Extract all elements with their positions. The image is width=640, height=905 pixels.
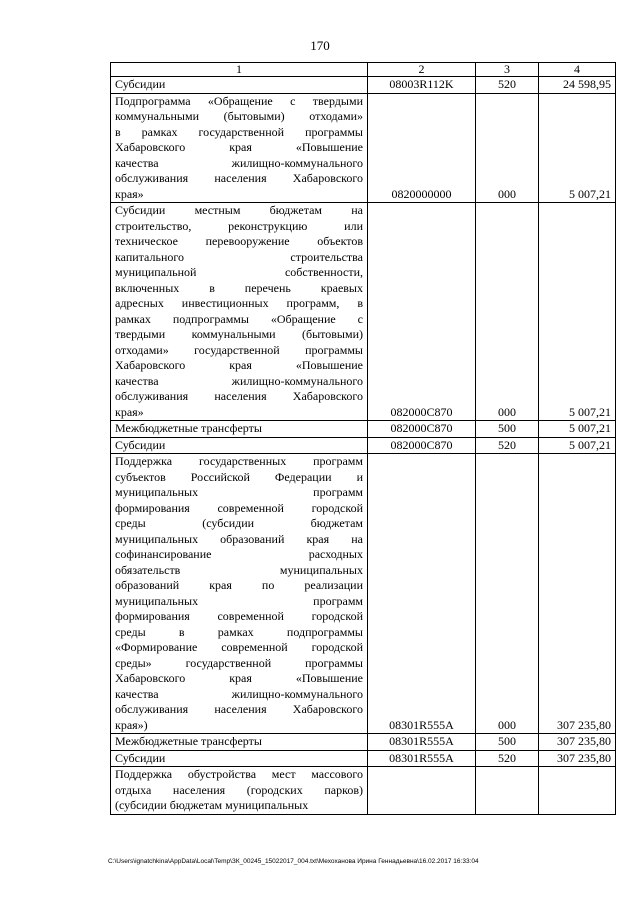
row-name [111, 93, 368, 203]
row-sum: 307 235,80 [539, 750, 616, 767]
header-col-1: 1 [111, 63, 368, 77]
row-name-line: муниципальных программ [115, 593, 363, 608]
table-row [111, 93, 616, 203]
row-name-line: Межбюджетные трансферты [115, 421, 262, 435]
row-name-line: обслуживания населения Хабаровского [115, 389, 363, 403]
row-type: 000 [476, 454, 539, 734]
row-name-line: коммунальными (бытовыми) отходами» [115, 109, 363, 123]
page-number: 170 [310, 38, 330, 53]
table-row [111, 421, 616, 438]
header-col-2: 2 [368, 63, 476, 77]
row-name-line: включенных в перечень краевых [115, 280, 363, 295]
row-name-line: Межбюджетные трансферты [115, 734, 262, 748]
row-name-line: Субсидии [115, 77, 166, 91]
table-row [111, 734, 616, 751]
row-type: 500 [476, 734, 539, 751]
row-name-line: Поддержка обустройства мест массового [115, 767, 363, 781]
row-name-line: обслуживания населения Хабаровского [115, 702, 363, 716]
row-sum: 307 235,80 [539, 454, 616, 734]
row-name-line: среды» государственной программы [115, 655, 363, 670]
row-code: 0820000000 [368, 93, 476, 203]
row-type: 000 [476, 93, 539, 203]
row-name-line: Субсидии [115, 750, 166, 765]
row-name-line: края» [115, 404, 144, 419]
row-name-line: отходами» государственной программы [115, 342, 363, 357]
row-name-line: среды в рамках подпрограммы [115, 624, 363, 639]
row-code: 082000С870 [368, 203, 476, 421]
table-row [111, 77, 616, 94]
row-code: 082000С870 [368, 437, 476, 454]
row-name [111, 454, 368, 734]
row-name-line: «Формирование современной городской [115, 640, 363, 654]
row-name-line: формирования современной городской [115, 609, 363, 623]
row-name-line: субъектов Российской Федерации и [115, 469, 363, 484]
row-name-line: качества жилищно-коммунального [115, 373, 363, 388]
row-sum: 5 007,21 [539, 421, 616, 438]
row-code: 08301R555A [368, 750, 476, 767]
row-sum: 5 007,21 [539, 93, 616, 203]
row-name [111, 203, 368, 421]
row-name [111, 421, 368, 438]
table-row [111, 454, 616, 734]
table-row [111, 203, 616, 421]
row-name-line: Хабаровского края «Повышение [115, 358, 363, 372]
row-code: 08301R555A [368, 454, 476, 734]
row-sum: 5 007,21 [539, 437, 616, 454]
row-name-line: качества жилищно-коммунального [115, 155, 363, 170]
header-col-4: 4 [539, 63, 616, 77]
row-name-line: капитального строительства [115, 249, 363, 264]
row-name [111, 750, 368, 767]
row-type: 520 [476, 750, 539, 767]
row-name-line: Подпрограмма «Обращение с твердыми [115, 93, 363, 108]
table-header-row [111, 63, 616, 77]
row-name-line: Хабаровского края «Повышение [115, 140, 363, 154]
row-name-line: образований края по реализации [115, 578, 363, 592]
row-name-line: края» [115, 186, 144, 201]
row-name [111, 437, 368, 454]
row-type: 520 [476, 437, 539, 454]
budget-table [110, 62, 616, 815]
row-name-line: рамках подпрограммы «Обращение с [115, 311, 363, 326]
row-name-line: адресных инвестиционных программ, в [115, 296, 363, 310]
row-name [111, 77, 368, 94]
row-name-line: строительство, реконструкцию или [115, 218, 363, 233]
row-name-line: в рамках государственной программы [115, 124, 363, 139]
row-sum: 24 598,95 [539, 77, 616, 94]
row-type: 520 [476, 77, 539, 94]
row-sum: 307 235,80 [539, 734, 616, 751]
row-type [476, 767, 539, 815]
row-name-line: обслуживания населения Хабаровского [115, 171, 363, 185]
row-name-line: обязательств муниципальных [115, 562, 363, 577]
row-name-line: отдыха населения (городских парков) [115, 782, 363, 797]
row-name-line: края») [115, 717, 148, 732]
header-col-3: 3 [476, 63, 539, 77]
row-code: 082000С870 [368, 421, 476, 438]
row-sum [539, 767, 616, 815]
row-name-line: качества жилищно-коммунального [115, 686, 363, 701]
row-name-line: муниципальных программ [115, 485, 363, 499]
row-name-line: Поддержка государственных программ [115, 454, 363, 468]
row-name-line: техническое перевооружение объектов [115, 234, 363, 248]
row-name-line: формирования современной городской [115, 500, 363, 515]
file-path-footer: C:\Users\ignatchkina\AppData\Local\Temp\ЗК_00245_15022017_004.txt\Мехоханова Ирина Геннадьевна\16.02.2017 16:33:04 [108, 858, 479, 865]
row-name-line: Субсидии [115, 437, 166, 452]
table-row [111, 437, 616, 454]
row-type: 500 [476, 421, 539, 438]
row-code: 08003R112K [368, 77, 476, 94]
row-name [111, 767, 368, 815]
row-name-line: (субсидии бюджетам муниципальных [115, 798, 309, 812]
row-name-line: Субсидии местным бюджетам на [115, 203, 363, 217]
row-name-line: муниципальных образований края на [115, 531, 363, 546]
row-name-line: Хабаровского края «Повышение [115, 671, 363, 685]
row-name [111, 734, 368, 751]
row-type: 000 [476, 203, 539, 421]
row-name-line: среды (субсидии бюджетам [115, 516, 363, 530]
row-code [368, 767, 476, 815]
row-name-line: муниципальной собственности, [115, 265, 363, 279]
table-row [111, 750, 616, 767]
row-name-line: софинансирование расходных [115, 547, 363, 561]
row-sum: 5 007,21 [539, 203, 616, 421]
row-name-line: твердыми коммунальными (бытовыми) [115, 327, 363, 341]
table-row [111, 767, 616, 815]
row-code: 08301R555A [368, 734, 476, 751]
